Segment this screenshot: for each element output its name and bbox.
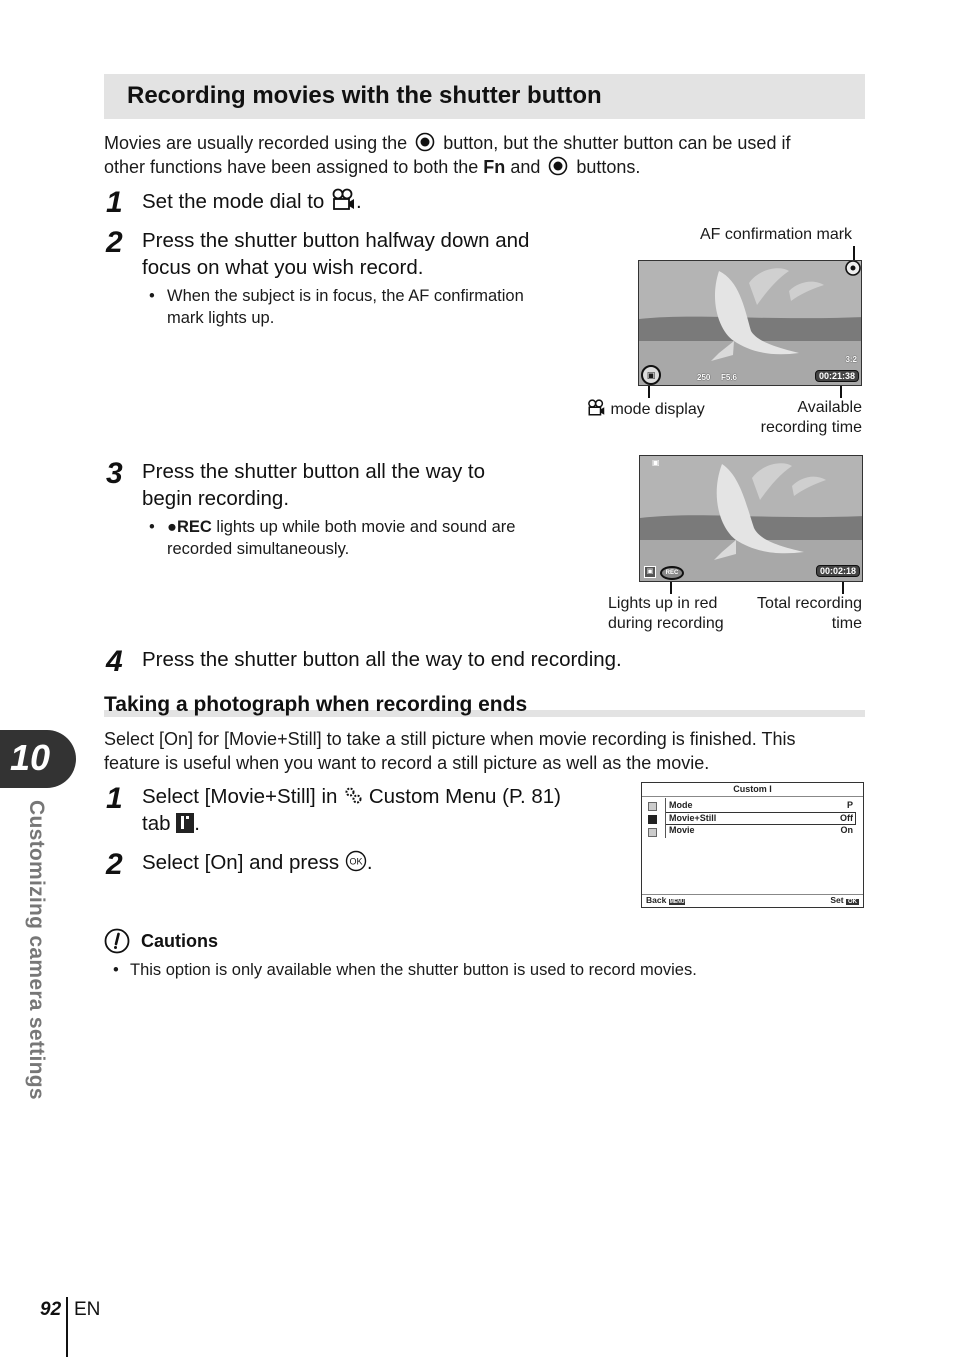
step-3-bullet [167, 516, 515, 560]
menu-tab-icon-active [648, 815, 657, 824]
bullet-dot: • [149, 287, 155, 305]
menu-row-value: Off [840, 813, 853, 823]
substep-2-text [142, 849, 373, 876]
intro-text: buttons. [576, 157, 641, 177]
step-1-text [142, 188, 362, 215]
caption-text: mode display [610, 401, 705, 418]
af-mark-caption: AF confirmation mark [700, 226, 853, 243]
shutter-speed-readout: 250 [697, 373, 711, 382]
menu-key-badge: MENU [669, 899, 685, 905]
callout-line [853, 246, 855, 260]
step-3-number: 3 [106, 457, 123, 490]
menu-row-label[interactable]: Movie+Still [669, 813, 717, 823]
step-text-line: Press the shutter button all the way to [142, 460, 485, 483]
camera-screen-photo-1 [638, 260, 862, 386]
aperture-readout: F5.6 [721, 373, 738, 382]
step-1-number: 1 [106, 186, 123, 219]
caption-text: Available [797, 399, 862, 416]
rec-caption [608, 594, 724, 634]
menu-row-label[interactable]: Mode [669, 800, 693, 810]
step-text: Set the mode dial to [142, 190, 325, 213]
substep-1-number: 1 [106, 782, 123, 815]
camera-screen-photo-2 [639, 455, 863, 582]
movie-mode-display-icon: ▣ [641, 365, 661, 385]
step-text: tab [142, 812, 171, 835]
subsection-title: Taking a photograph when recording ends [104, 693, 528, 716]
chapter-title-vertical: Customizing camera settings [25, 800, 48, 1100]
bullet-text: lights up while both movie and sound are [216, 518, 516, 536]
step-suffix: . [356, 190, 362, 213]
movie-mode-icon [586, 399, 606, 417]
substep-2-number: 2 [106, 848, 123, 881]
menu-title-rule [642, 796, 863, 797]
aspect-ratio-readout: 3:2 [845, 355, 857, 364]
svg-text:OK: OK [349, 856, 363, 867]
step-suffix: . [366, 851, 373, 874]
movie-mode-icon [330, 188, 356, 212]
footer-divider [66, 1297, 68, 1357]
intro-text: Movies are usually recorded using the [104, 133, 408, 153]
movie-mode-display-icon: ▣ [644, 566, 656, 578]
custom-menu-screen [641, 782, 864, 908]
movie-button-icon [415, 132, 435, 152]
caution-bullet: This option is only available when the shutter button is used to record movies. [130, 961, 697, 979]
mode-display-caption [586, 399, 705, 420]
menu-back-hint[interactable] [646, 895, 685, 905]
step-4-text: Press the shutter button all the way to end recording. [142, 648, 622, 671]
available-time-caption [700, 398, 862, 438]
step-text: Select [Movie+Still] in [142, 785, 338, 808]
caption-text: time [831, 615, 862, 632]
step-4-number: 4 [106, 645, 123, 678]
menu-row-value: P [846, 800, 853, 810]
callout-line [648, 386, 650, 398]
step-2-number: 2 [106, 226, 123, 259]
body-line: Select [On] for [Movie+Still] to take a still picture when movie recording is finished. This [104, 729, 796, 749]
step-suffix: . [194, 812, 200, 835]
back-label: Back [646, 895, 667, 905]
ok-button-icon [345, 850, 367, 872]
page-number: 92 [40, 1299, 62, 1320]
language-label: EN [74, 1299, 101, 1320]
intro-text: and [510, 157, 541, 177]
bullet-dot: • [113, 961, 119, 979]
menu-set-hint[interactable] [830, 895, 859, 905]
intro-line-1 [104, 131, 790, 155]
movie-icon-small: ▣ [652, 458, 660, 467]
chapter-number: 10 [10, 737, 51, 778]
callout-line [840, 386, 842, 398]
step-3-text [142, 458, 485, 512]
bird-photo [639, 261, 862, 386]
movie-button-icon [548, 156, 568, 176]
set-label: Set [830, 895, 844, 905]
caption-text: recording time [760, 419, 862, 436]
ok-key-badge: OK [848, 899, 857, 905]
cautions-title: Cautions [141, 931, 219, 951]
caution-icon [104, 928, 130, 954]
total-time-caption [740, 594, 862, 634]
af-confirmation-mark-icon [844, 260, 862, 277]
fn-key-label: Fn [483, 157, 506, 177]
bullet-text: mark lights up. [167, 309, 275, 327]
available-time-readout: 00:21:38 [815, 370, 859, 382]
step-text-line: Press the shutter button halfway down and [142, 229, 530, 252]
step-text: Custom Menu (P. 81) [368, 785, 561, 808]
step-2-bullet [167, 285, 524, 329]
caption-text: during recording [608, 615, 724, 632]
rec-indicator: REC [660, 566, 684, 580]
intro-text: button, but the shutter button can be used if [443, 133, 791, 153]
menu-tab-icon [648, 828, 657, 837]
callout-line [842, 582, 844, 594]
menu-row-label[interactable]: Movie [669, 825, 695, 835]
caption-text: Lights up in red [608, 595, 718, 612]
menu-title: Custom I [733, 784, 772, 794]
menu-row-value: On [840, 825, 853, 835]
bullet-text: When the subject is in focus, the AF confirmation [167, 287, 524, 305]
subsection-text [104, 727, 795, 775]
body-line: feature is useful when you want to record a still picture as well as the movie. [104, 753, 710, 773]
menu-tab-icon [648, 802, 657, 811]
substep-1-text [142, 783, 561, 837]
step-2-text [142, 227, 529, 281]
bullet-text: recorded simultaneously. [167, 540, 350, 558]
intro-text: other functions have been assigned to both the [104, 157, 479, 177]
bird-photo [640, 456, 863, 582]
custom-menu-gear-icon [343, 785, 363, 805]
step-text: Select [On] and press [142, 851, 340, 874]
step-text-line: begin recording. [142, 487, 290, 510]
callout-line [670, 582, 672, 594]
step-text-line: focus on what you wish record. [142, 256, 424, 279]
rec-indicator-label: ●REC [167, 518, 212, 536]
total-time-readout: 00:02:18 [816, 565, 860, 577]
caption-text: Total recording [757, 595, 862, 612]
section-title: Recording movies with the shutter button [127, 82, 602, 109]
custom-tab-icon [176, 813, 194, 833]
bullet-dot: • [149, 518, 155, 536]
intro-line-2 [104, 155, 640, 179]
